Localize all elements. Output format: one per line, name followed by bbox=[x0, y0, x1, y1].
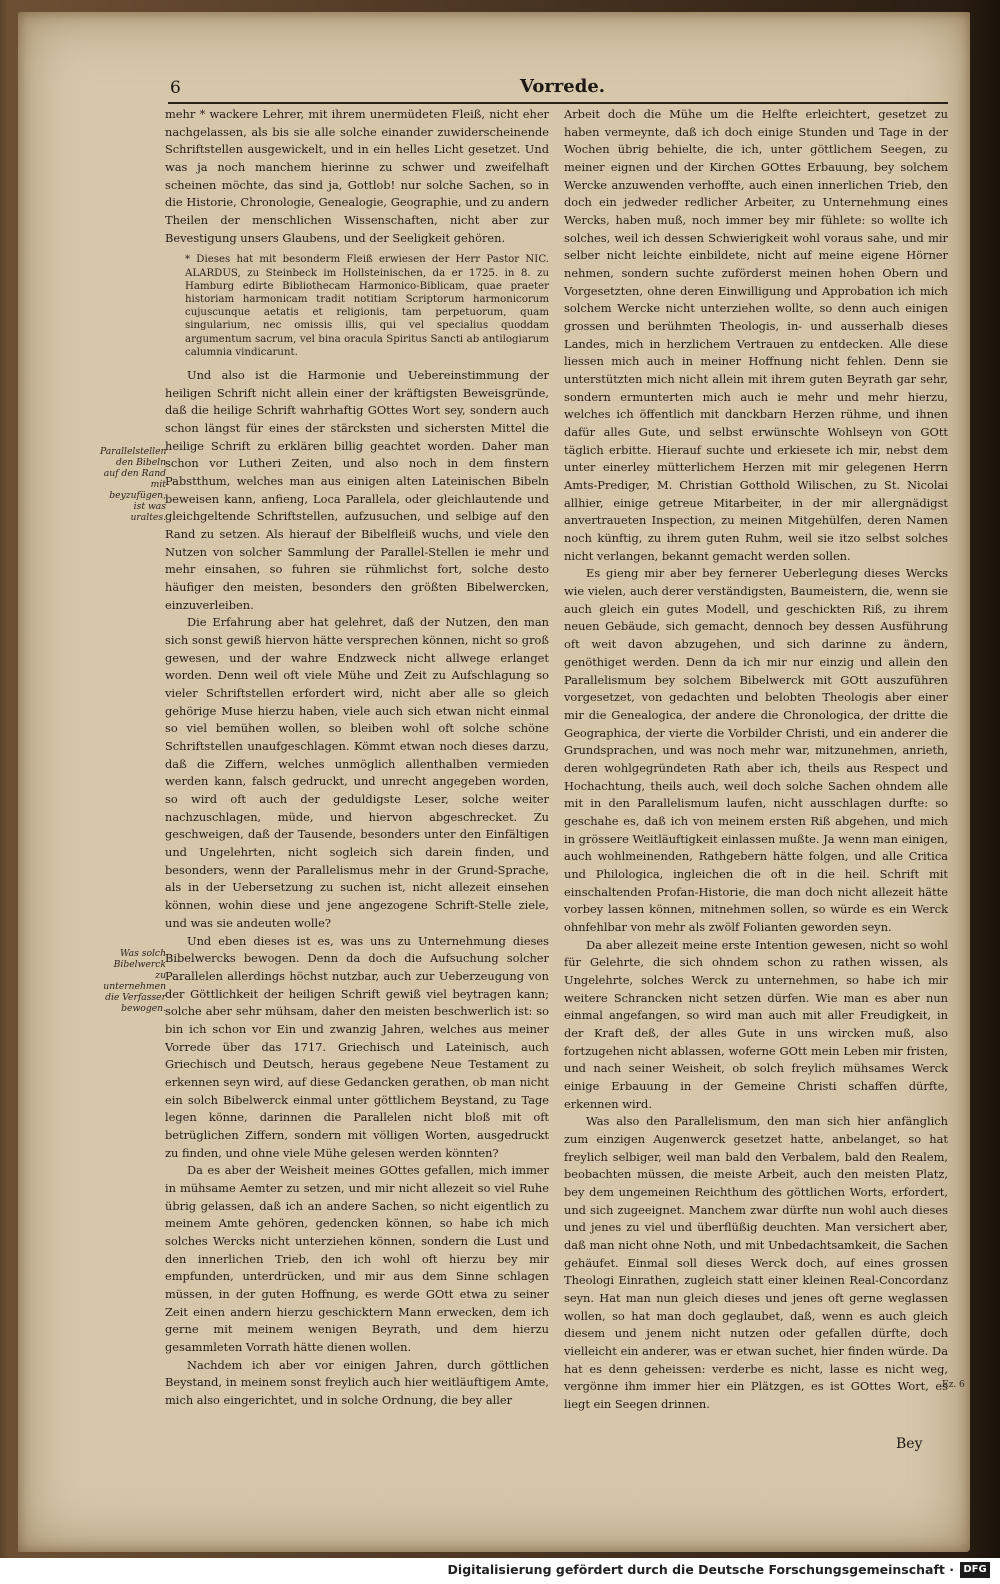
margin-note-2: Was solch Bibelwerck zu unternehmen die Verfasser bewogen. bbox=[103, 948, 166, 1014]
left-column bbox=[165, 106, 549, 1410]
margin-note-1: Parallelstellen den Bibeln auf den Rand mit beyzufügen, ist was uraltes. bbox=[100, 446, 167, 523]
footer-bar bbox=[0, 1558, 1000, 1584]
left-paragraph-1: mehr * wackere Lehrer, mit ihrem unermüdeten Fleiß, nicht eher nachgelassen, als bis sie alle solche einander zuwiderscheinende Schriftstellen ausgewickelt, und in ein helles Licht gesetzet. Und was ja noch manchem hierinne zu schwer und zweifelhaft scheinen möchte, das sind ja, Gottlob! nur solche Sachen, so in die Historie, Chronologie, Genealogie, Geographie, und zu andern Theilen der menschlichen Wissenschaften, nicht aber zur Bevestigung unsers Glaubens, und der Seeligkeit gehören. bbox=[165, 107, 549, 245]
right-column bbox=[564, 106, 948, 1414]
left-paragraph-5: Da es aber der Weisheit meines GOttes gefallen, mich immer in mühsame Aemter zu setzen, und mir nicht allezeit so viel Ruhe übrig gelassen, daß ich an andere Sachen, so nicht eigentlich zu meinem Amte gehören, gedencken können, so habe ich mich solches Wercks nicht unterziehen können, sondern die Lust und den innerlichen Trieb, den ich wohl oft hierzu bey mir empfunden, unterdrücken, und mir aus dem Sinne schlagen müssen, in der guten Hoffnung, es werde GOtt etwa zu seiner Zeit einen andern hierzu geschicktern Mann erwecken, dem ich gerne mit meinem wenigen Beyrath, und dem hierzu gesammleten Vorrath hätte dienen wollen. bbox=[165, 1163, 549, 1354]
right-paragraph-1: Arbeit doch die Mühe um die Helfte erleichtert, gesetzet zu haben vermeynte, daß ich doch einige Stunden und Tage in der Wochen übrig behielte, die ich, unter göttlichem Seegen, zu meiner eignen und der Kirchen GOttes Erbauung, bey solchem Wercke anzuwenden verhoffte, auch einen innerlichen Trieb, den doch ein jedweder redlicher Arbeiter, zu Unternehmung eines Wercks, haben muß, noch immer bey mir fühlete: so wollte ich solches, weil ich dessen Schwierigkeit wohl voraus sahe, und mir selber nicht leichte einbildete, nicht auf meine eigene Hörner nehmen, sondern suchte zuförderst meinen hohen Obern und Vorgesetzten, ohne deren Einwilligung und Approbation ich mich solchem Wercke nicht unterziehen wollte, so denn auch einigen grossen und berühmten Theologis, in- und ausserhalb dieses Landes, mich in herzlichem Vertrauen zu entdecken. Alle diese liessen mich auch in meiner Hoffnung nicht fehlen. Denn sie unterstützten mich nicht allein mit ihrem guten Beyrath gar sehr, sondern ermunterten mich auch ie mehr und mehr hierzu, welches ich öffentlich mit danckbarn Herzen rühme, und ihnen dafür alles Gute, und selbst erwünschte Wohlseyn von GOtt täglich erbitte. Hierauf suchte und erkiesete ich mir, nebst dem unter einerley mütterlichem Herzen mit mir gelegenen Herrn Amts-Prediger, M. Christian Gotthold Wilischen, zu St. Nicolai allhier, einige getreue Mitarbeiter, in der mir allergnädigst anvertraueten Inspection, zu meinen Mitgehülfen, deren Namen noch künftig, zu ihrem guten Ruhm, weil sie itzo selbst solches nicht verlangen, bekannt gemacht werden sollen. bbox=[564, 107, 948, 563]
left-paragraph-2: Und also ist die Harmonie und Uebereinstimmung der heiligen Schrift nicht allein einer der kräftigsten Beweisgründe, daß die heilige Schrift wahrhaftig GOttes Wort sey, sondern auch schon längst für eines der stärcksten und sichersten Mittel die heilige Schrift zu erklären billig geachtet worden. Daher man schon vor Lutheri Zeiten, und also noch in dem finstern Pabstthum, welches man aus einigen alten Lateinischen Bibeln beweisen kann, anfieng, Loca Parallela, oder gleichlautende und gleichgeltende Schriftstellen, aufzusuchen, und selbige auf den Rand zu setzen. Als hierauf der Bibelfleiß wuchs, und viele den Nutzen von solcher Sammlung der Parallel-Stellen ie mehr und mehr einsahen, so fuhren sie rühmlichst fort, solche desto häufiger den meisten, besonders den größten Bibelwercken, einzuverleiben. bbox=[165, 368, 549, 612]
footnote: * Dieses hat mit besonderm Fleiß erwiesen der Herr Pastor NIC. ALARDUS, zu Steinbeck im Hollsteinischen, da er 1725. in 8. zu Hamburg edirte Bibliothecam Harmonico-Biblicam, quae praeter historiam harmonicam tradit notitiam Scriptorum harmonicorum cujuscunque aetatis et religionis, tam perpetuorum, quam singularium, nec omissis illis, qui vel specialius quoddam argumentum sacrum, vel bina oracula Spiritus Sancti ab antilogiarum calumnia vindicarunt. bbox=[185, 254, 549, 358]
left-paragraph-4: Und eben dieses ist es, was uns zu Unternehmung dieses Bibelwercks bewogen. Denn da doch die Aufsuchung solcher Parallelen allerdings höchst nutzbar, auch zur Ueberzeugung von der Göttlichkeit der heiligen Schrift gewiß viel beytragen kann; solche aber sehr mühsam, daher den meisten beschwerlich ist: so bin ich schon vor Ein und zwanzig Jahren, welches aus meiner Vorrede über das 1717. Griechisch und Lateinisch, auch Griechisch und Deutsch, heraus gegebene Neue Testament zu erkennen seyn wird, auf diese Gedancken gerathen, ob man nicht ein solch Bibelwerck einmal unter göttlichem Beystand, zu Tage legen könne, darinnen die Parallelen nicht bloß mit oft betrüglichen Ziffern, sondern mit völligen Worten, ausgedruckt zu finden, und ohne viele Mühe gelesen werden könnten? bbox=[165, 933, 549, 1160]
left-paragraph-3: Die Erfahrung aber hat gelehret, daß der Nutzen, den man sich sonst gewiß hiervon hätte versprechen können, nicht so groß gewesen, und der wahre Endzweck nicht allwege erlanget worden. Denn weil oft viele Mühe und Zeit zu Aufschlagung so vieler Schriftstellen erfordert wird, nicht aber alle so gleich gehörige Muse hierzu haben, viele auch sich etwan nicht einmal so viel bemühen wollen, so bleiben wohl oft solche schöne Schriftstellen unaufgeschlagen. Kömmt etwan noch dieses darzu, daß die Ziffern, welches unmöglich allenthalben vermieden werden kann, falsch gedruckt, und unrecht angegeben worden, so wird oft auch der geduldigste Leser, solche weiter nachzuschlagen, müde, und hiervon abgeschrecket. Zu geschweigen, daß der Tausende, besonders unter den Einfältigen und Ungelehrten, nicht sogleich sich darein finden, und besonders, wenn der Parallelismus mehr in der Grund-Sprache, als in der Uebersetzung zu suchen ist, nicht allezeit einsehen können, wohin diese und jene angezogene Schrift-Stelle ziele, und was sie andeuten wolle? bbox=[165, 615, 549, 930]
right-paragraph-4: Was also den Parallelismum, den man sich hier anfänglich zum einzigen Augenwerck gesetzet hatte, anbelanget, so hat freylich selbiger, weil man bald den Verbalem, bald den Realem, beobachten müssen, die meiste Arbeit, auch den meisten Platz, bey dem ungemeinen Reichthum des göttlichen Worts, erfordert, und sich zugeeignet. Manchem zwar dürfte nun wohl auch dieses und jenes zu viel und überflüßig deuchten. Man versichert aber, daß man nicht ohne Noth, und mit Unbedachtsamkeit, die Sachen gehäufet. Einmal soll dieses Werck doch, auf eines grossen Theologi Einrathen, zugleich statt einer kleinen Real-Concordanz seyn. Hat man nun gleich dieses und jenes oft gerne weglassen wollen, so hat man doch geglaubet, daß, wenn es auch gleich diesem und jenem nicht nutzen oder gefallen dürfte, doch vielleicht ein anderer, was er etwan suchet, hier finden würde. Da hat es denn geheissen: verderbe es nicht, lasse es nicht weg, vergönne ihm immer hier ein Plätzgen, es ist GOttes Wort, es liegt ein Seegen drinnen. bbox=[564, 1114, 948, 1412]
header-rule bbox=[168, 102, 948, 104]
margin-note-right: Ez. 6 bbox=[942, 1380, 965, 1390]
footer-credit: Digitalisierung gefördert durch die Deutsche Forschungsgemeinschaft · bbox=[447, 1562, 954, 1577]
dfg-logo: DFG bbox=[960, 1562, 990, 1578]
left-paragraph-6: Nachdem ich aber vor einigen Jahren, durch göttlichen Beystand, in meinem sonst freylich auch hier weitläuftigem Amte, mich also eingerichtet, und in solche Ordnung, die bey aller bbox=[165, 1357, 549, 1407]
right-paragraph-2: Es gieng mir aber bey fernerer Ueberlegung dieses Wercks wie vielen, auch derer verständigsten, Baumeistern, die, wenn sie auch gleich ein gutes Modell, und geschickten Riß, zu ihrem neuen Gebäude, sich gemacht, dennoch bey dessen Ausführung oft weit davon abzugehen, und sich darinne zu ändern, genöthiget werden. Denn da ich mir nur einzig und allein den Parallelismum bey solchem Bibelwerck mit GOtt auszuführen vorgesetzet, von gedachten und belobten Theologis aber einer mir die Genealogica, der andere die Chronologica, der dritte die Geographica, der vierte die Vorbilder Christi, und ein anderer die Grundsprachen, und was noch mehr war, mitzunehmen, anrieth, deren wohlgegründeten Rath aber ich, theils aus Respect und Hochachtung, theils auch, weil doch solche Sachen ohndem alle mit in den Parallelismum laufen, nicht ausschlagen durfte: so geschahe es, daß ich von meinem ersten Riß abgehen, und mich in grössere Weitläuftigkeit einlassen mußte. Ja wenn man einigen, auch wohlmeinenden, Rathgebern hätte folgen, und alle Critica und Philologica, ingleichen die oft in die heil. Schrift mit einschaltenden Profan-Historie, die man doch nicht allezeit hätte vorbey lassen können, mitnehmen sollen, so würde es ein Werck ohnfehlbar von mehr als zwölf Folianten geworden seyn. bbox=[564, 566, 948, 934]
running-head: Vorrede. bbox=[520, 76, 606, 97]
right-paragraph-3: Da aber allezeit meine erste Intention gewesen, nicht so wohl für Gelehrte, die sich ohndem schon zu rathen wissen, als Ungelehrte, solches Werck zu unternehmen, so habe ich mir weitere Schrancken nicht setzen dürfen. Wie man es aber nun einmal angefangen, so wird man auch mit aller Freudigkeit, in der Kraft deß, der alles Gute in uns wircken muß, also fortzugehen nicht ablassen, woferne GOtt mein Leben mir fristen, und nach seiner Weisheit, ob solch freylich mühsames Werck einige Erbauung in der Gemeine Christi schaffen dürfte, erkennen wird. bbox=[564, 937, 948, 1111]
page-number: 6 bbox=[170, 78, 181, 98]
catchword: Bey bbox=[896, 1436, 923, 1452]
